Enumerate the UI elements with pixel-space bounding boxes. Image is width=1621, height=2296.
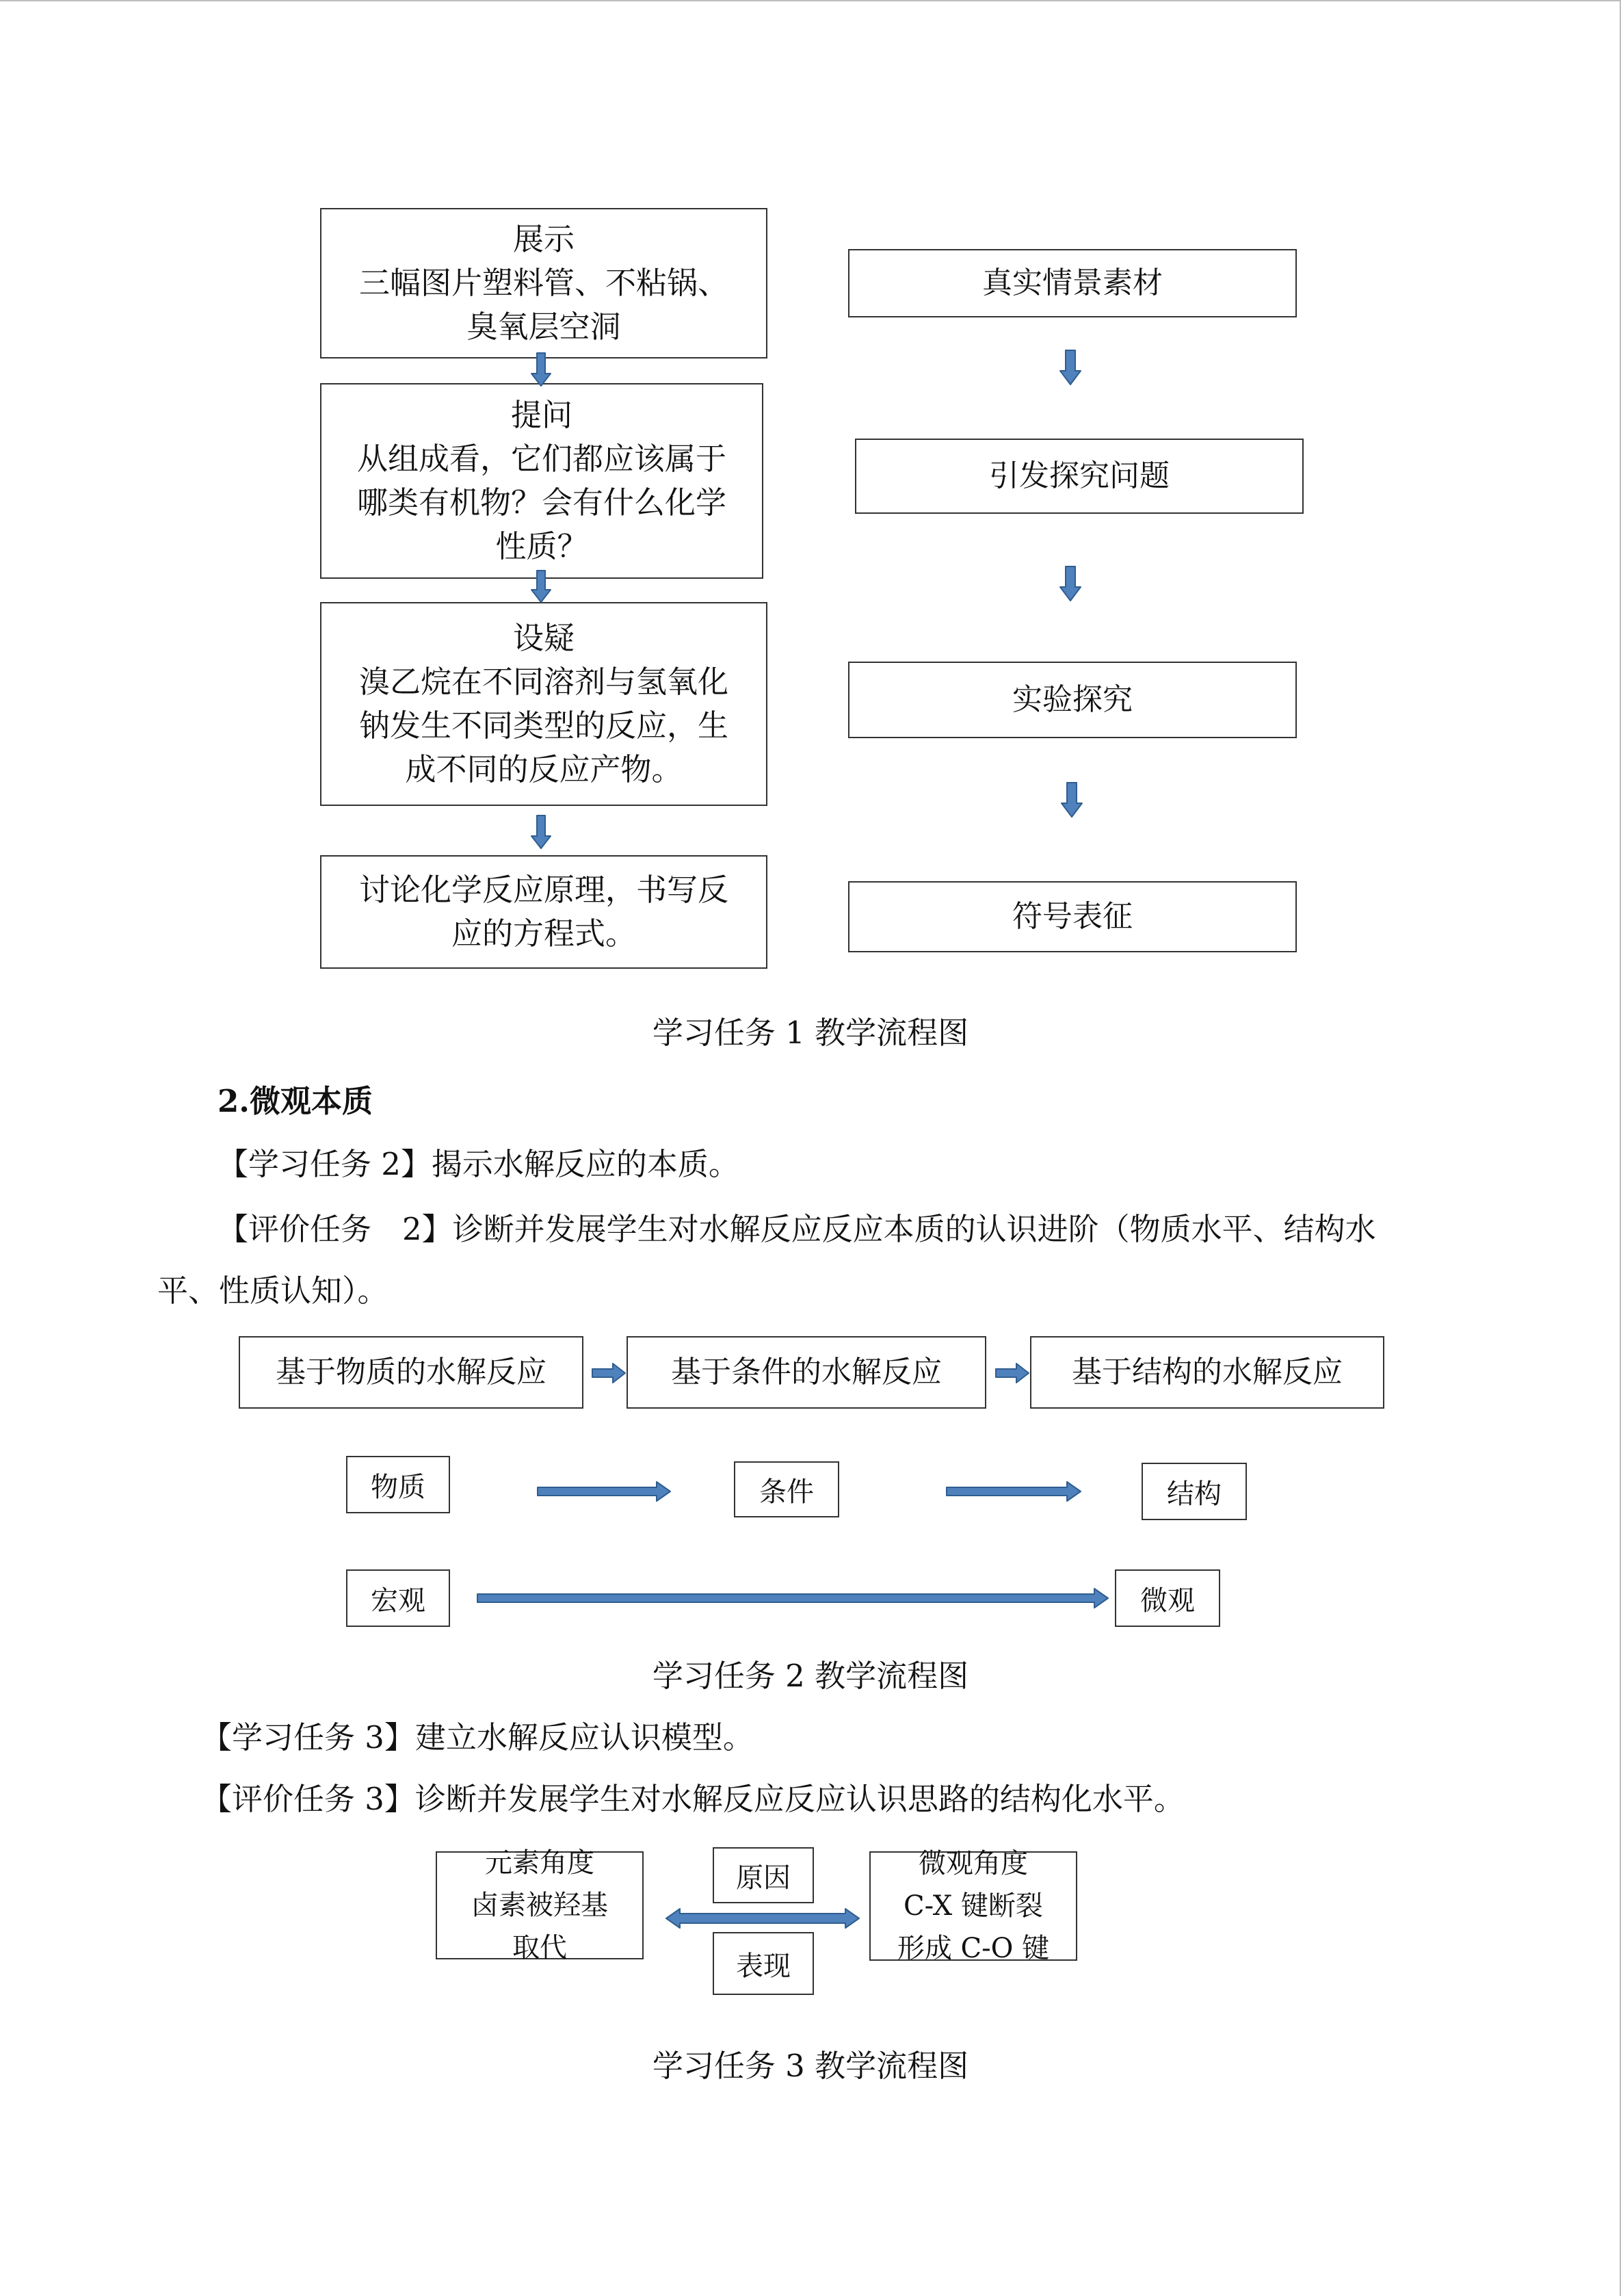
arrow-down-icon: [531, 353, 551, 386]
label-box-text: 微观: [1140, 1584, 1195, 1617]
section2-eval-task-line1: 【评价任务 2】诊断并发展学生对水解反应反应本质的认识进阶（物质水平、结构水: [218, 1211, 1376, 1247]
label-box-text: 原因: [736, 1862, 791, 1894]
task2-caption: 学习任务 2 教学流程图: [652, 1658, 969, 1694]
section2-heading: 2.微观本质: [218, 1083, 373, 1119]
flow-box-line: 哪类有机物？会有什么化学: [356, 484, 726, 521]
stage-box-label: 真实情景素材: [982, 265, 1163, 300]
flow-box-line: 设疑: [512, 620, 575, 656]
flow-box-line: 性质？: [495, 528, 588, 564]
label-box-text: 物质: [371, 1471, 425, 1503]
label-box-text: 条件: [759, 1476, 814, 1508]
task3-caption: 学习任务 3 教学流程图: [652, 2048, 969, 2084]
arrow-right-icon: [996, 1364, 1029, 1383]
arrow-right-icon: [538, 1482, 670, 1501]
arrow-right-icon: [477, 1589, 1108, 1608]
arrow-right-icon: [947, 1482, 1081, 1501]
label-box-text: 表现: [736, 1950, 791, 1982]
section2-learning-task: 【学习任务 2】揭示水解反应的本质。: [218, 1146, 739, 1182]
arrow-down-icon: [1062, 783, 1082, 817]
model-box-line: 形成 C-O 键: [897, 1933, 1050, 1964]
task1-caption: 学习任务 1 教学流程图: [652, 1015, 969, 1051]
double-arrow-icon: [666, 1909, 859, 1928]
flow-box-line: 三幅图片塑料管、不粘锅、: [358, 265, 728, 301]
arrow-right-icon: [592, 1364, 625, 1383]
flow-box-line: 展示: [512, 221, 575, 257]
stage-box-label: 实验探究: [1012, 682, 1133, 717]
stage-box-label: 基于条件的水解反应: [671, 1355, 942, 1390]
flow-box-line: 成不同的反应产物。: [405, 751, 683, 787]
model-box-line: C-X 键断裂: [904, 1890, 1043, 1922]
flow-box-line: 溴乙烷在不同溶剂与氢氧化: [358, 664, 728, 700]
model-box-line: 取代: [512, 1932, 567, 1964]
flow-box-line: 钠发生不同类型的反应，生: [358, 707, 728, 744]
arrow-down-icon: [1060, 350, 1081, 384]
label-box-text: 结构: [1167, 1478, 1222, 1510]
arrow-down-icon: [1060, 566, 1081, 601]
stage-box-label: 引发探究问题: [989, 458, 1170, 493]
stage-box-label: 基于物质的水解反应: [276, 1355, 546, 1390]
model-box-line: 卤素被羟基: [471, 1890, 608, 1921]
flow-box-line: 从组成看，它们都应该属于: [356, 441, 726, 477]
section3-learning-task: 【学习任务 3】建立水解反应认识模型。: [201, 1719, 754, 1756]
stage-box-label: 基于结构的水解反应: [1072, 1355, 1343, 1390]
flow-box-line: 臭氧层空洞: [466, 309, 621, 345]
flow-box-line: 应的方程式。: [451, 915, 636, 952]
model-box-line: 元素角度: [485, 1847, 594, 1879]
stage-box-label: 符号表征: [1012, 899, 1133, 934]
arrow-down-icon: [531, 816, 551, 848]
label-box-text: 宏观: [371, 1584, 425, 1617]
flow-box-line: 讨论化学反应原理，书写反: [358, 872, 728, 908]
section3-eval-task: 【评价任务 3】诊断并发展学生对水解反应反应认识思路的结构化水平。: [201, 1781, 1185, 1817]
model-box-line: 微观角度: [919, 1848, 1028, 1879]
arrow-down-icon: [531, 571, 551, 602]
section2-eval-task-line2: 平、性质认知）。: [157, 1273, 388, 1309]
flow-box-line: 提问: [510, 397, 572, 433]
